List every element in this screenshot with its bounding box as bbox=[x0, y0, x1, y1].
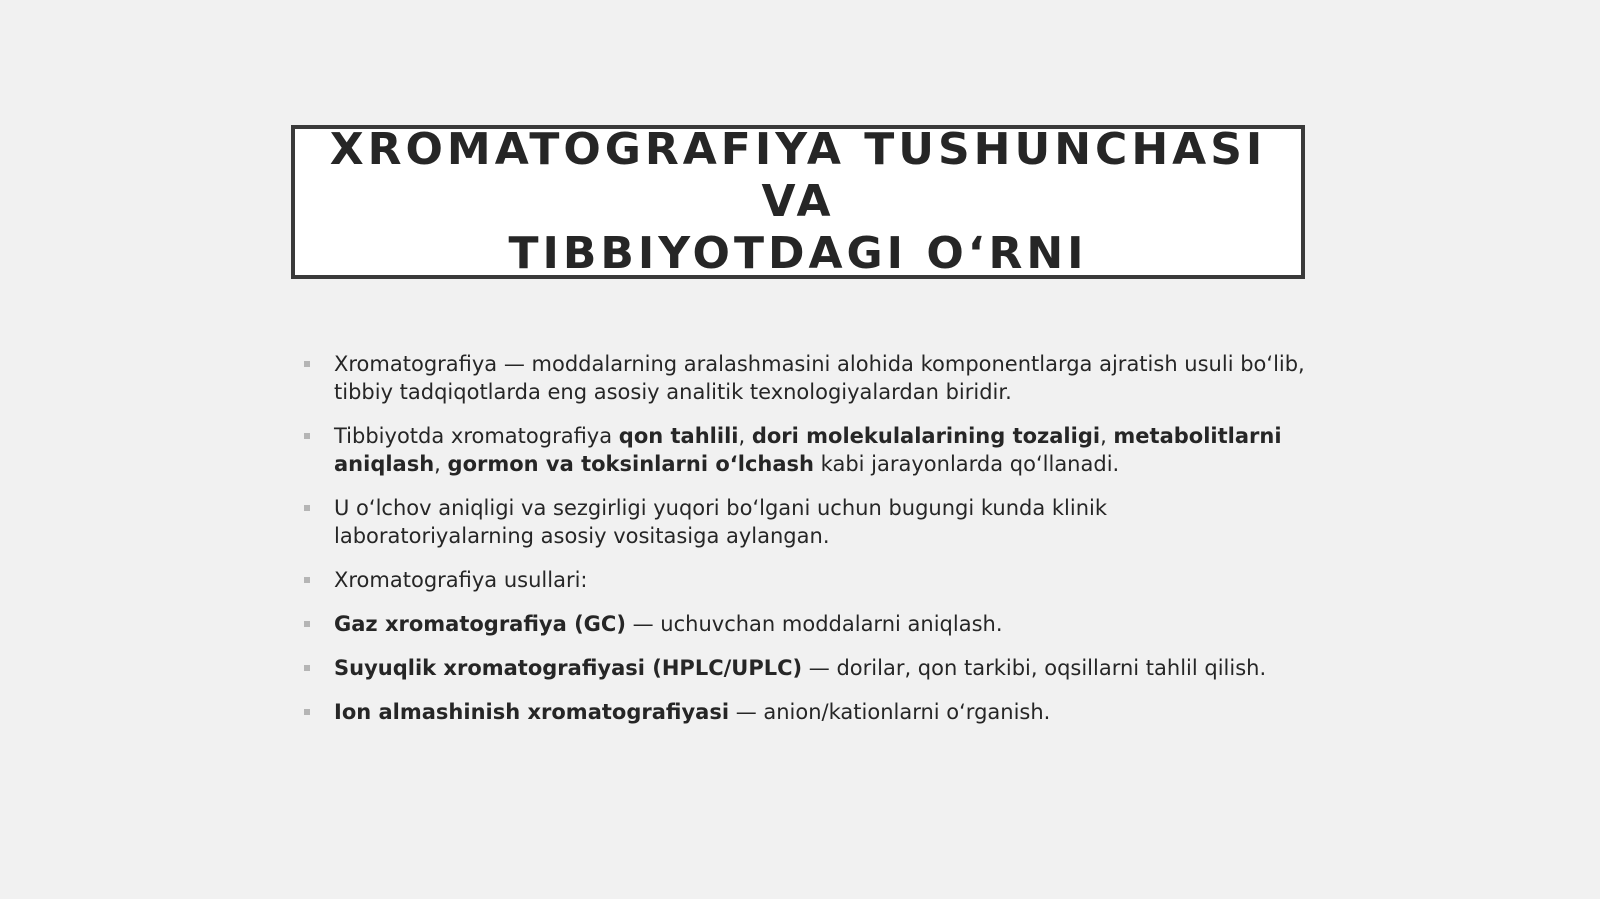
list-item bbox=[302, 610, 1312, 638]
item-bold-text: dori molekulalarining tozaligi bbox=[751, 424, 1101, 448]
item-bold-text: Gaz xromatografiya (GC) bbox=[334, 612, 626, 636]
list-item bbox=[302, 654, 1312, 682]
item-text: Xromatografiya — moddalarning aralashmasini alohida komponentlarga ajratish usuli bo‘lib, tibbiy tadqiqotlarda eng asosiy analitik texnologiyalardan biridir. bbox=[334, 352, 1305, 404]
slide-title bbox=[295, 124, 1301, 280]
bullet-marker bbox=[304, 665, 310, 671]
item-text: kabi jarayonlarda qo‘llanadi. bbox=[813, 452, 1120, 476]
list-item bbox=[302, 350, 1312, 406]
item-text: U o‘lchov aniqligi va sezgirligi yuqori bo‘lgani uchun bugungi kunda klinik laboratoriyalarning asosiy vositasiga aylangan. bbox=[334, 496, 1108, 548]
item-bold-text: Suyuqlik xromatografiyasi (HPLC/UPLC) bbox=[334, 656, 803, 680]
bullet-marker bbox=[304, 621, 310, 627]
bullet-list bbox=[302, 350, 1312, 742]
bullet-marker bbox=[304, 361, 310, 367]
list-item bbox=[302, 698, 1312, 726]
item-text: , bbox=[434, 452, 448, 476]
bullet-marker bbox=[304, 505, 310, 511]
list-item bbox=[302, 494, 1312, 550]
item-text: — dorilar, qon tarkibi, oqsillarni tahlil qilish. bbox=[802, 656, 1267, 680]
item-bold-text: gormon va toksinlarni o‘lchash bbox=[447, 452, 814, 476]
item-text: — anion/kationlarni o‘rganish. bbox=[729, 700, 1051, 724]
title-line-2: TIBBIYOTDAGI O‘RNI bbox=[508, 228, 1088, 279]
item-text: — uchuvchan moddalarni aniqlash. bbox=[625, 612, 1003, 636]
item-text: , bbox=[738, 424, 752, 448]
bullet-marker bbox=[304, 709, 310, 715]
item-text: , bbox=[1100, 424, 1114, 448]
item-bold-text: metabolitlarni aniqlash bbox=[334, 424, 1282, 476]
list-item bbox=[302, 422, 1312, 478]
title-line-1: XROMATOGRAFIYA TUSHUNCHASI VA bbox=[329, 124, 1267, 227]
list-item bbox=[302, 566, 1312, 594]
bullet-marker bbox=[304, 433, 310, 439]
title-box bbox=[291, 125, 1305, 279]
item-text: Tibbiyotda xromatografiya bbox=[334, 424, 619, 448]
item-bold-text: qon tahlili bbox=[618, 424, 739, 448]
item-text: Xromatografiya usullari: bbox=[334, 568, 588, 592]
bullet-marker bbox=[304, 577, 310, 583]
item-bold-text: Ion almashinish xromatografiyasi bbox=[334, 700, 730, 724]
